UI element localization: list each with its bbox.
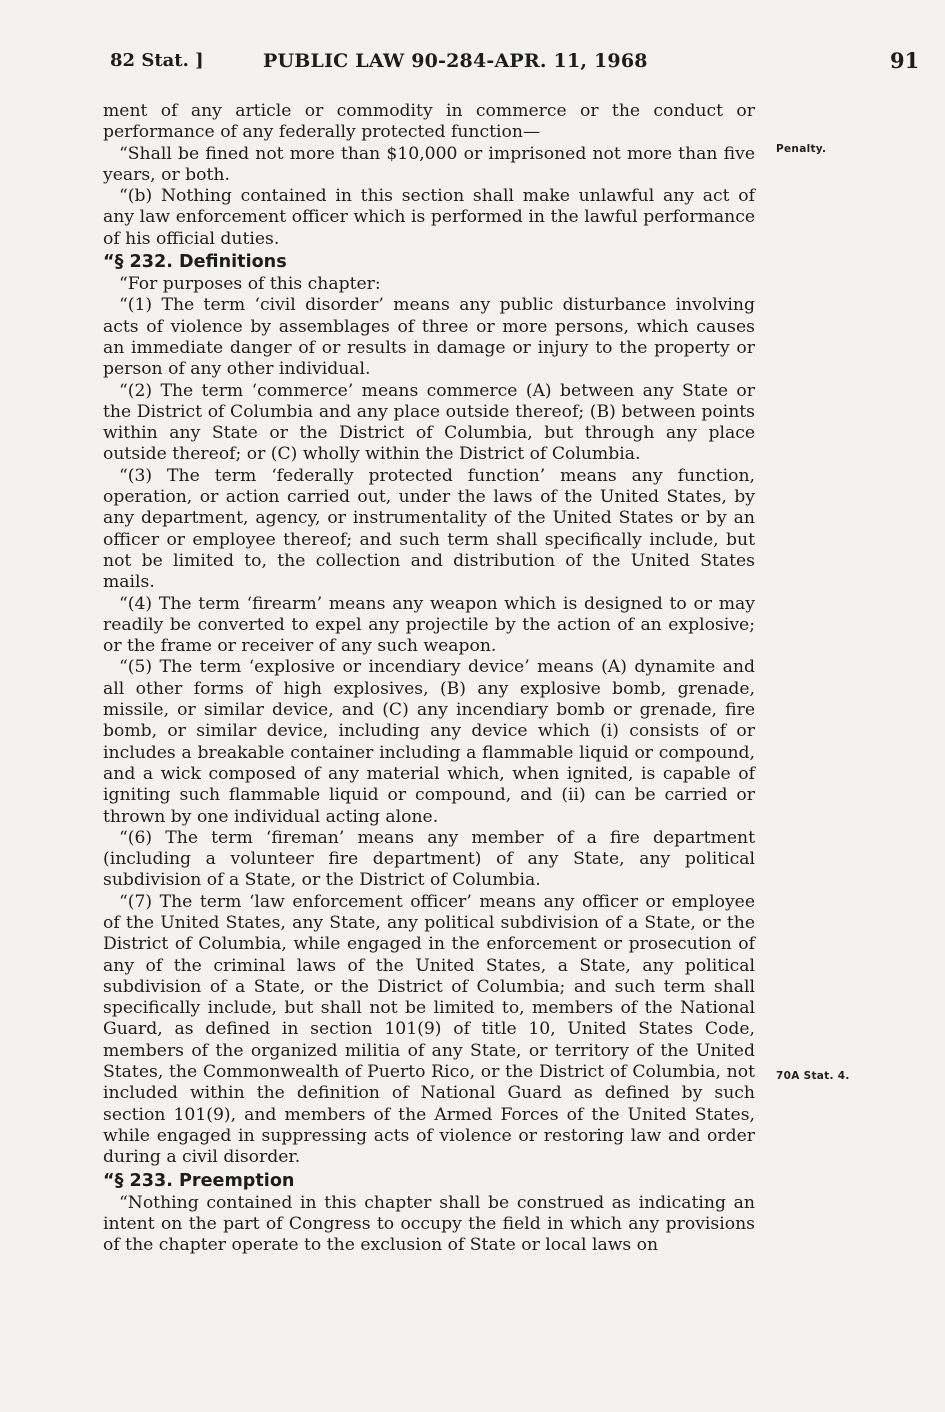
section-232-heading: “§ 232. Definitions [103, 252, 287, 273]
page-number: 91 [890, 48, 920, 73]
volume-reference: 82 Stat. ] [110, 50, 204, 71]
definition-fireman: “(6) The term ‘fireman’ means any member of a fire department (including a volunteer fire department) of any State, any political subdivision of a State, or the District of Columbia. [103, 827, 755, 891]
definition-law-enforcement-officer: “(7) The term ‘law enforcement officer’ means any officer or employee of the United States, any State, any political subdivision of a State, or the District of Columbia, while engaged in the enforcement or prosecution of any of the criminal laws of the United States, a State, any political subdivision of a State, or the District of Columbia; and such term shall specifically include, but shall not be limited to, members of the National Guard, as defined in section 101(9) of title 10, United States Code, members of the organized militia of any State, or territory of the United States, the Commonwealth of Puerto Rico, or the District of Columbia, not included within the definition of National Guard as defined by such section 101(9), and members of the Armed Forces of the United States, while engaged in suppressing acts of violence or restoring law and order during a civil disorder. [103, 891, 755, 1168]
preemption-text: “Nothing contained in this chapter shall be construed as indicating an intent on the part of Congress to occupy the field in which any provisions of the chapter operate to the exclusion of State or local laws on [103, 1192, 755, 1256]
definition-commerce: “(2) The term ‘commerce’ means commerce (A) between any State or the District of Columbia and any place outside thereof; (B) between points within any State or the District of Columbia, but through any place outside thereof; or (C) wholly within the District of Columbia. [103, 380, 755, 465]
main-text-column [103, 101, 755, 1256]
definition-civil-disorder: “(1) The term ‘civil disorder’ means any public disturbance involving acts of violence by assemblages of three or more persons, which causes an immediate danger of or results in damage or injury to the property or person of any other individual. [103, 295, 755, 380]
paragraph-penalty: “Shall be fined not more than $10,000 or imprisoned not more than five years, or both. [103, 143, 755, 185]
definition-explosive-device: “(5) The term ‘explosive or incendiary device’ means (A) dynamite and all other forms of high explosives, (B) any explosive bomb, grenade, missile, or similar device, and (C) any incendiary bomb or grenade, fire bomb, or similar device, including any device which (i) consists of or includes a breakable container including a flammable liquid or compound, and a wick composed of any material which, when ignited, is capable of igniting such flammable liquid or compound, and (ii) can be carried or thrown by one individual acting alone. [103, 657, 755, 827]
section-233-heading: “§ 233. Preemption [103, 1170, 295, 1191]
definition-federally-protected-function: “(3) The term ‘federally protected function’ means any function, operation, or action carried out, under the laws of the United States, by any department, agency, or instrumentality of the United States or by an officer or employee thereof; and such term shall specifically include, but not be limited to, the collection and distribution of the United States mails. [103, 465, 755, 593]
definitions-intro: “For purposes of this chapter: [119, 274, 381, 295]
paragraph-continuation: ment of any article or commodity in commerce or the conduct or performance of any federally protected function— [103, 101, 755, 143]
definition-firearm: “(4) The term ‘firearm’ means any weapon which is designed to or may readily be converted to expel any projectile by the action of an explosive; or the frame or receiver of any such weapon. [103, 593, 755, 657]
running-title: PUBLIC LAW 90-284-APR. 11, 1968 [263, 50, 648, 72]
margin-note-penalty: Penalty. [776, 143, 827, 155]
margin-note-stat-reference: 70A Stat. 4. [776, 1070, 850, 1082]
paragraph-subsection-b: “(b) Nothing contained in this section shall make unlawful any act of any law enforcement officer which is performed in the lawful performance of his official duties. [103, 186, 755, 249]
